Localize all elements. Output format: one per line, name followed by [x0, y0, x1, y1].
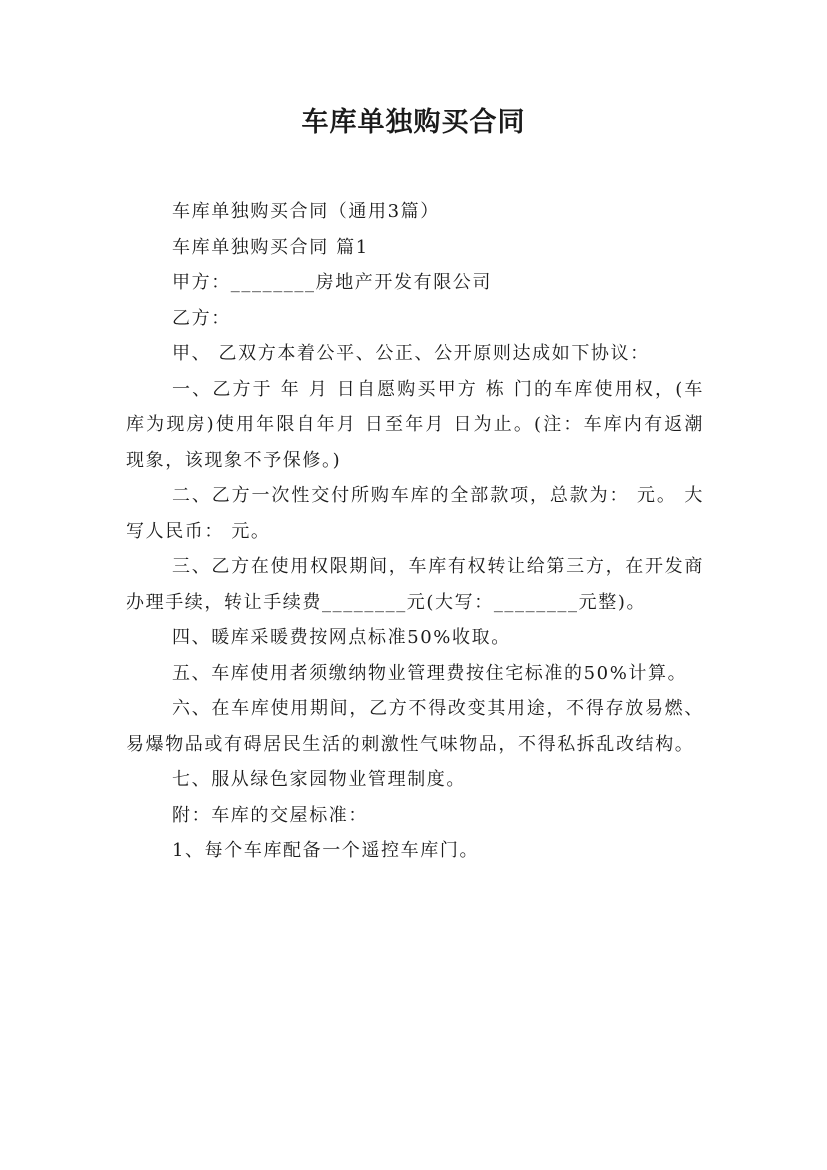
clause-7: 七、服从绿色家园物业管理制度。: [172, 769, 466, 790]
appendix-item-1: 1、每个车库配备一个遥控车库门。: [172, 840, 480, 861]
party-a: 甲方：________房地产开发有限公司: [172, 272, 492, 293]
document-subtitle: 车库单独购买合同（通用3篇）: [172, 201, 440, 222]
clause-2: 二、乙方一次性交付所购车库的全部款项，总款为： 元。 大写人民币： 元。: [126, 485, 704, 542]
clause-5: 五、车库使用者须缴纳物业管理费按住宅标准的50%计算。: [172, 662, 688, 684]
clause-1: 一、乙方于 年 月 日自愿购买甲方 栋 门的车库使用权，(车库为现房)使用年限自年月 日至年月 日为止。(注：车库内有返潮现象，该现象不予保修。): [126, 378, 704, 471]
appendix-heading: 附：车库的交屋标准：: [172, 804, 368, 826]
document-title: 车库单独购买合同: [301, 107, 526, 138]
clause-3: 三、乙方在使用权限期间，车库有权转让给第三方，在开发商办理手续，转让手续费________元(大写：________元整)。: [126, 556, 704, 613]
section-heading: 车库单独购买合同 篇1: [172, 236, 369, 258]
clause-4: 四、暖库采暖费按网点标准50%收取。: [172, 627, 511, 648]
party-b: 乙方：: [172, 307, 231, 329]
clause-6: 六、在车库使用期间，乙方不得改变其用途，不得存放易燃、易爆物品或有碍居民生活的刺激性气味物品，不得私拆乱改结构。: [126, 698, 704, 755]
agreement-intro: 甲、 乙双方本着公平、公正、公开原则达成如下协议：: [172, 343, 650, 364]
document-body: [126, 194, 704, 869]
